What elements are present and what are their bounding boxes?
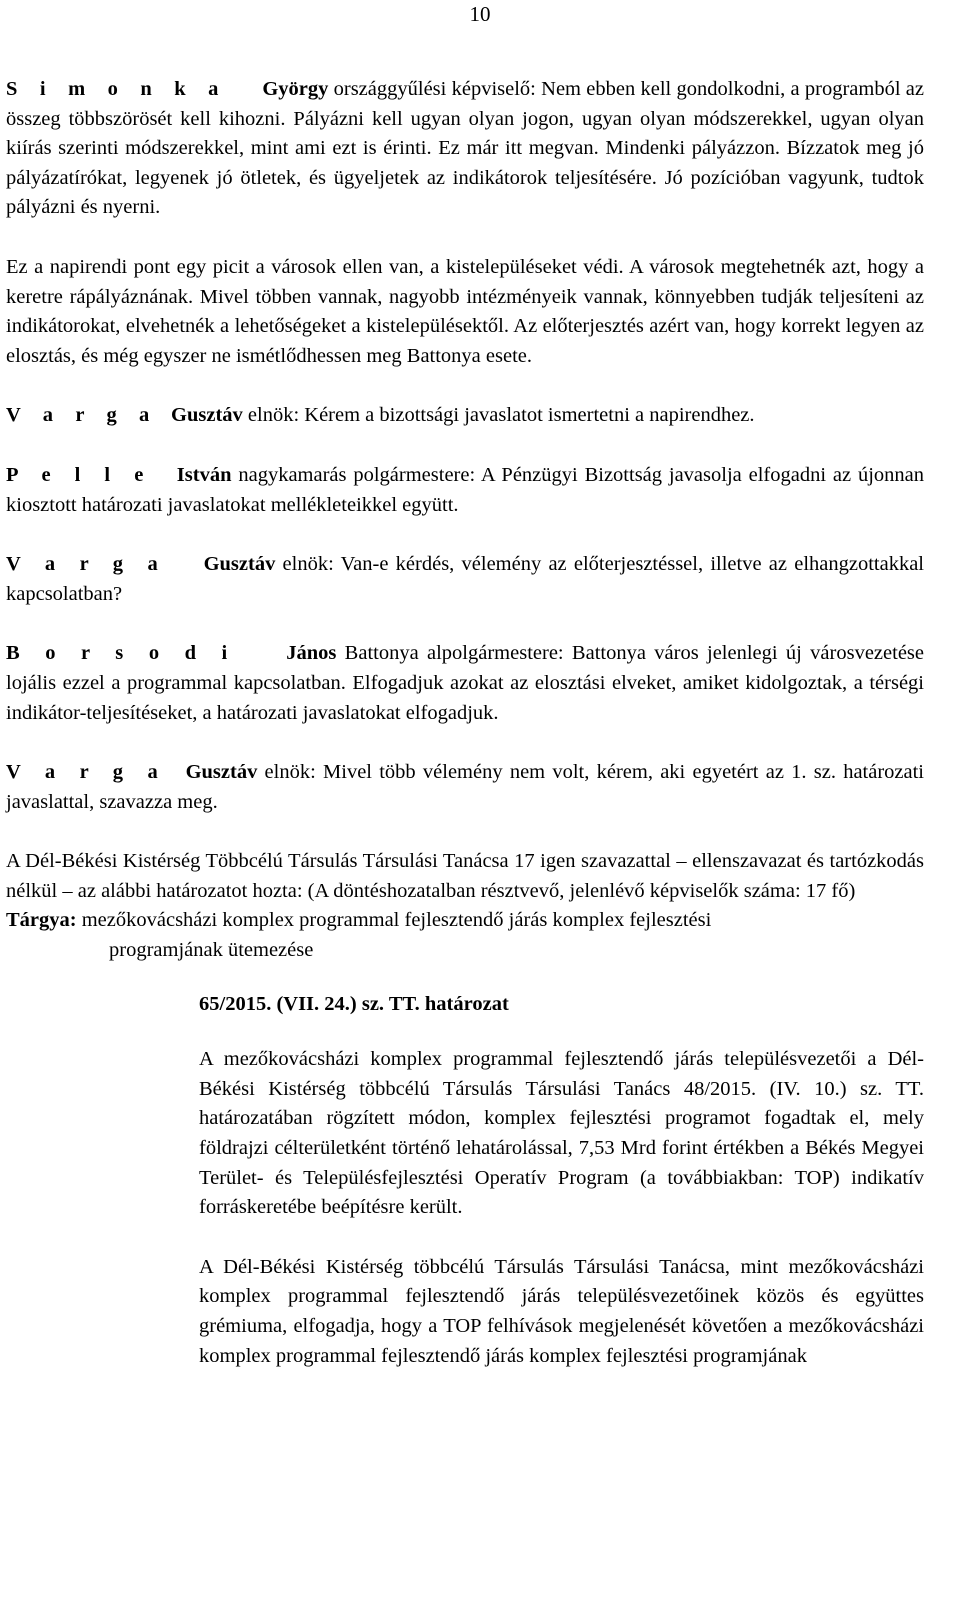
speech-text: országgyűlési képviselő: Nem ebben kell gondolkodni, a programból az összeg többszörösét kell kihozni. Pályázni kell ugyan olyan jogon, ugyan olyan módszerekkel, ugyan olyan kiírás szerinti módszerekkel, mint ami ezt is érinti. Ez már itt megvan. Mindenki pályázzon. Bízzatok meg jó pályázatírókat, legyenek jó ötletek, és ügyeljetek az indikátorok teljesítésére. Jó pozícióban vagyunk, tudtok pályázni és nyerni.	[6, 78, 925, 219]
speech-text: elnök: Mivel több vélemény nem volt, kérem, aki egyetért az 1. sz. határozati javaslattal, szavazza meg.	[6, 761, 925, 813]
document-body	[6, 75, 924, 1371]
subject-text: mezőkovácsházi komplex programmal fejlesztendő járás komplex fejlesztési	[76, 909, 712, 932]
speaker-surname: V a r g a	[6, 553, 167, 576]
speaker-firstname: János	[286, 642, 337, 665]
speech-varga-2	[6, 550, 924, 609]
speaker-surname: B o r s o d i	[6, 642, 236, 665]
subject-continuation: programjának ütemezése	[109, 939, 314, 962]
speech-pelle	[6, 461, 924, 520]
speech-text: Battonya alpolgármestere: Battonya város jelenlegi új városvezetése lojális ezzel a programmal kapcsolatban. Elfogadjuk azokat az elosztási elveket, amiket kidolgoztak, a térségi indikátor-teljesítéseket, a határozati javaslatokat elfogadjuk.	[6, 642, 925, 724]
speaker-surname: P e l l e	[6, 463, 152, 486]
subject-label: Tárgya:	[6, 909, 77, 932]
speaker-firstname: Gusztáv	[203, 553, 276, 576]
speaker-firstname: István	[176, 463, 232, 486]
speech-varga-1	[6, 401, 924, 431]
speech-varga-3	[6, 758, 924, 817]
resolution-block	[6, 990, 924, 1372]
speech-text: elnök: Kérem a bizottsági javaslatot ismertetni a napirendhez.	[242, 404, 755, 427]
speech-borsodi	[6, 639, 924, 728]
speaker-surname: V a r g a	[6, 761, 167, 784]
speaker-surname: V a r g a	[6, 404, 158, 427]
speaker-firstname: György	[262, 78, 329, 100]
speech-simonka	[6, 75, 924, 223]
speaker-firstname: Gusztáv	[185, 761, 258, 784]
speech-text: elnök: Van-e kérdés, vélemény az előterjesztéssel, illetve az elhangzottakkal kapcsolatban?	[6, 553, 924, 605]
subject-line	[6, 906, 924, 936]
speech-text: nagykamarás polgármestere: A Pénzügyi Bizottság javasolja elfogadni az újonnan kiosztott határozati javaslatokat mellékleteikkel együtt.	[6, 463, 924, 516]
page-number: 10	[469, 2, 491, 26]
paragraph-cities: Ez a napirendi pont egy picit a városok ellen van, a kistelepüléseket védi. A városok megtehetnék azt, hogy a keretre rápályáznának. Mivel többen vannak, nagyobb intézményeik vannak, könnyebben tudják teljesíteni az indikátorokat, elvehetnék a lehetőségeket a kistelepülésektől. Az előterjesztés azért van, hogy korrekt legyen az elosztás, és még egyszer ne ismétlődhessen meg Battonya esete.	[6, 255, 924, 367]
resolution-paragraph-2: A Dél-Békési Kistérség többcélú Társulás Társulási Tanácsa, mint mezőkovácsházi komplex programmal fejlesztendő járás településvezetőinek közös és együttes grémiuma, elfogadja, hogy a TOP felhívások megjelenését követően a mezőkovácsházi komplex programmal fejlesztendő járás komplex fejlesztési programjának	[199, 1255, 924, 1367]
resolution-title: 65/2015. (VII. 24.) sz. TT. határozat	[199, 992, 509, 1015]
vote-result: A Dél-Békési Kistérség Többcélú Társulás Társulási Tanácsa 17 igen szavazattal – ellenszavazat és tartózkodás nélkül – az alábbi határozatot hozta: (A döntéshozatalban résztvevő, jelenlévő képviselők száma: 17 fő)	[6, 850, 924, 902]
speaker-surname: S i m o n k a	[6, 78, 228, 100]
speaker-firstname: Gusztáv	[171, 404, 243, 427]
resolution-paragraph-1: A mezőkovácsházi komplex programmal fejlesztendő járás településvezetői a Dél-Békési Kistérség többcélú Társulás Társulási Tanács 48/2015. (IV. 10.) sz. TT. határozatában rögzített módon, komplex fejlesztési programot fogadtak el, mely földrajzi célterületként történő lehatárolással, 7,53 Mrd forint értékben a Békés Megyei Terület- és Településfejlesztési Operatív Program (a továbbiakban: TOP) indikatív forráskeretébe beépítésre került.	[199, 1048, 924, 1219]
